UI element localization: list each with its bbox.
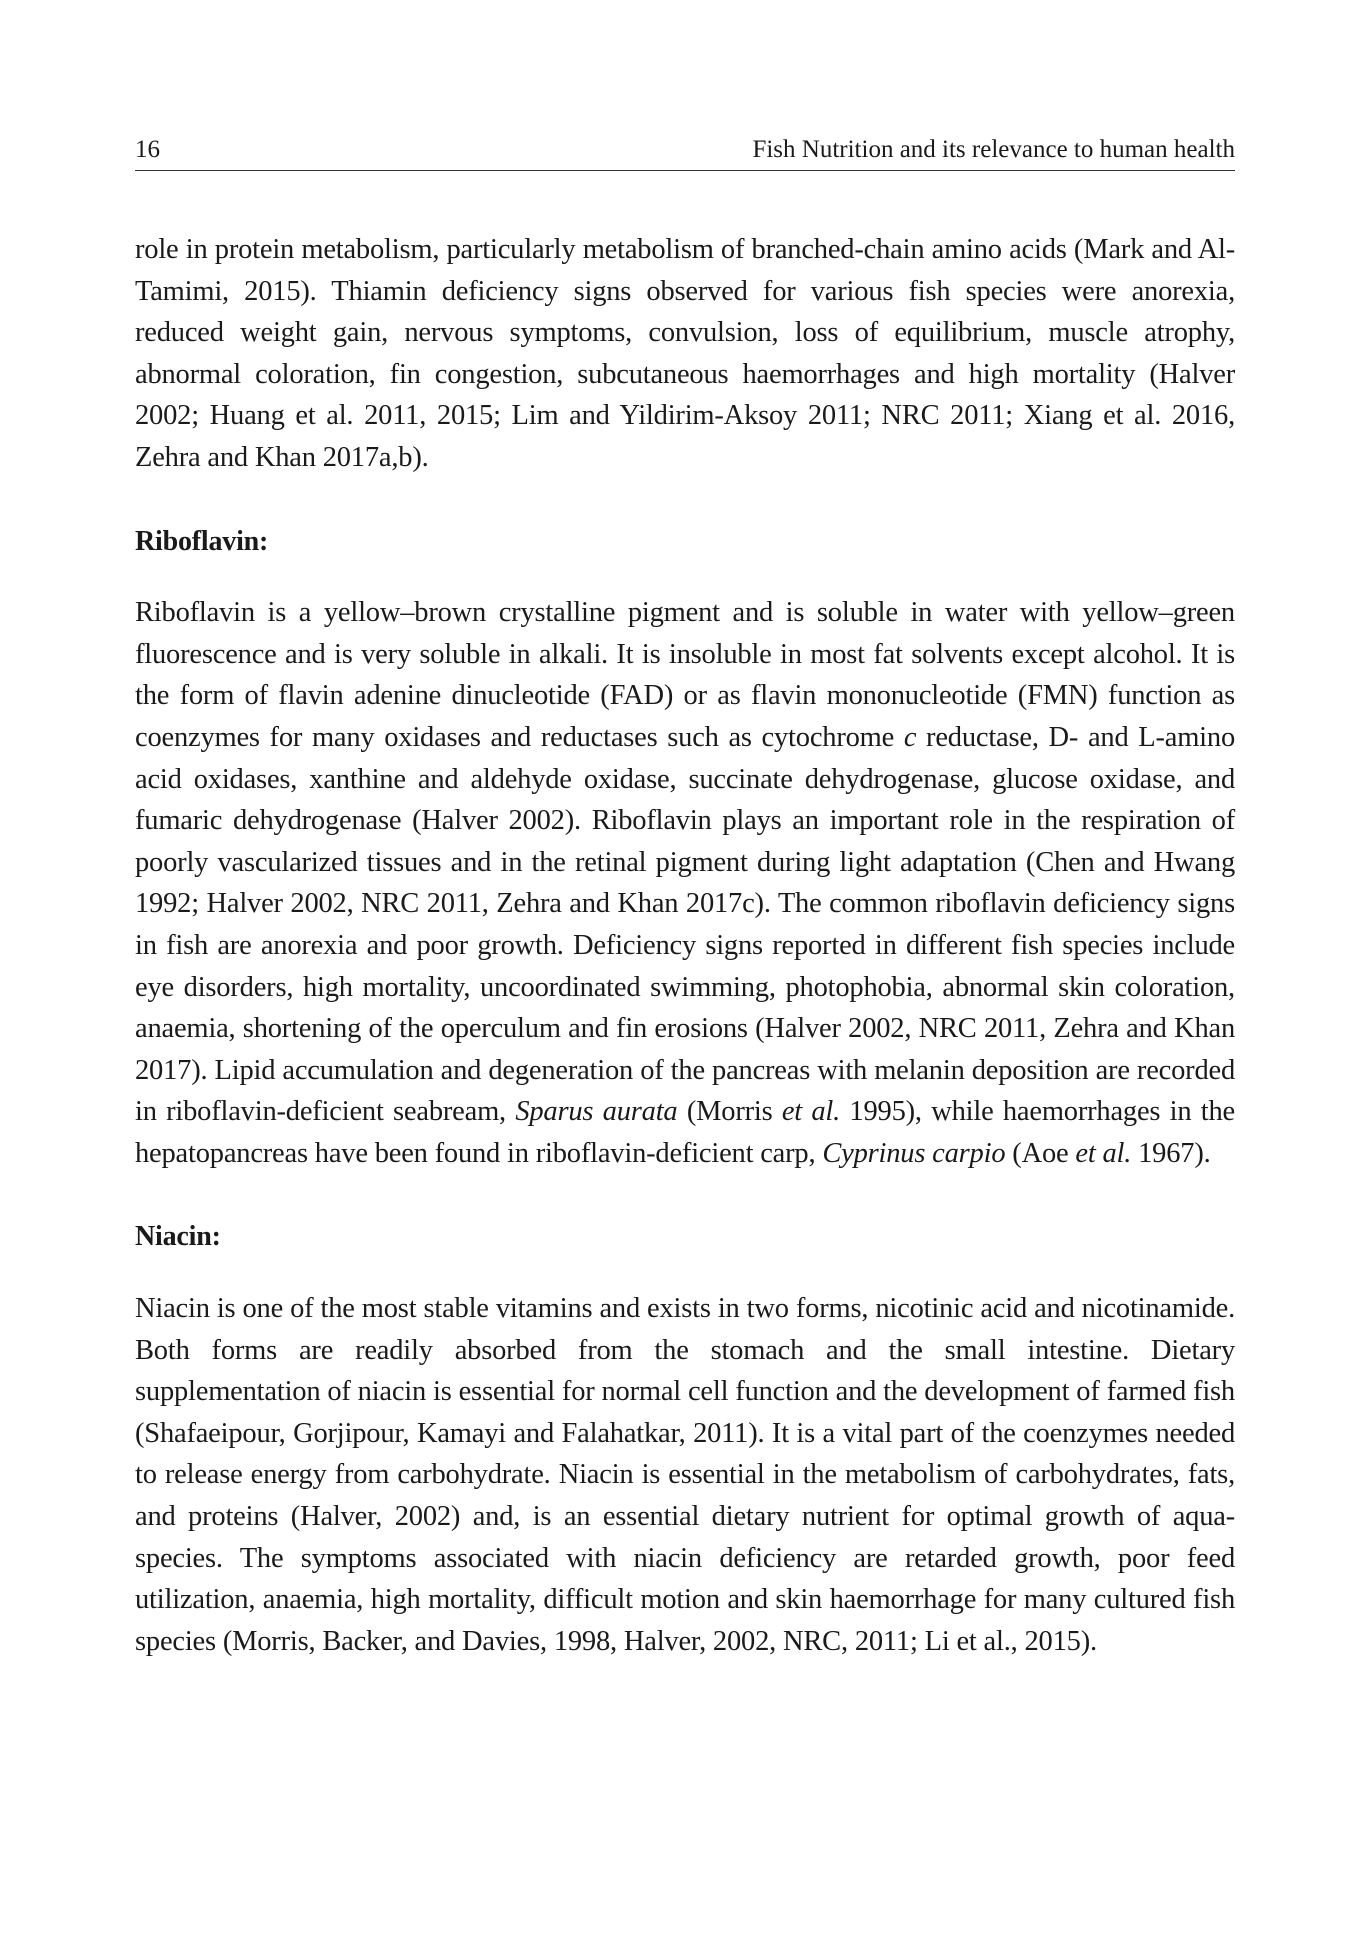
riboflavin-text-1: Riboflavin is a yellow–brown crystalline pigment and is soluble in water with yellow–green fluorescence and is very soluble in alkali. It is insoluble in most fat solvents except alcohol. It is the form of flavin adenine dinucleotide (FAD) or as flavin mononucleotide (FMN) function as coenzymes for many oxidases and reductases such as cytochrome <box>135 597 1235 753</box>
body-text <box>135 229 1235 1662</box>
riboflavin-text-5: (Aoe <box>1005 1137 1076 1169</box>
paragraph-niacin: Niacin is one of the most stable vitamins and exists in two forms, nicotinic acid and nicotinamide. Both forms are readily absorbed from the stomach and the small intestine. Dietary supplementation of niacin is essential for normal cell function and the development of farmed fish (Shafaeipour, Gorjipour, Kamayi and Falahatkar, 2011). It is a vital part of the coenzymes needed to release energy from carbohydrate. Niacin is essential in the metabolism of carbohydrates, fats, and proteins (Halver, 2002) and, is an essential dietary nutrient for optimal growth of aqua-species. The symptoms associated with niacin deficiency are retarded growth, poor feed utilization, anaemia, high mortality, difficult motion and skin haemorrhage for many cultured fish species (Morris, Backer, and Davies, 1998, Halver, 2002, NRC, 2011; Li et al., 2015). <box>135 1293 1235 1657</box>
document-page <box>135 134 1235 1662</box>
riboflavin-text-6: 1967). <box>1131 1137 1211 1169</box>
page-header <box>135 134 1235 171</box>
heading-riboflavin: Riboflavin: <box>135 525 269 557</box>
et-al-1: et al. <box>781 1096 841 1128</box>
et-al-2: et al. <box>1075 1137 1132 1169</box>
heading-niacin: Niacin: <box>135 1221 221 1253</box>
riboflavin-text-4: 1995), while haemorrhages in the hepatopancreas have been found in riboflavin-deficient carp, <box>135 1096 1235 1169</box>
riboflavin-text-2: reductase, D- and L-amino acid oxidases, xanthine and aldehyde oxidase, succinate dehydrogenase, glucose oxidase, and fumaric dehydrogenase (Halver 2002). Riboflavin plays an important role in the respiration of poorly vascularized tissues and in the retinal pigment during light adaptation (Chen and Hwang 1992; Halver 2002, NRC 2011, Zehra and Khan 2017c). The common riboflavin deficiency signs in fish are anorexia and poor growth. Deficiency signs reported in different fish species include eye disorders, high mortality, uncoordinated swimming, photophobia, abnormal skin coloration, anaemia, shortening of the operculum and fin erosions (Halver 2002, NRC 2011, Zehra and Khan 2017). Lipid accumulation and degeneration of the pancreas with melanin deposition are recorded in riboflavin-deficient seabream, <box>135 721 1235 1128</box>
species-sparus-aurata: Sparus aurata <box>515 1096 678 1128</box>
running-title: Fish Nutrition and its relevance to human health <box>752 136 1235 163</box>
paragraph-thiamin-continued: role in protein metabolism, particularly metabolism of branched-chain amino acids (Mark and Al-Tamimi, 2015). Thiamin deficiency signs observed for various fish species were anorexia, reduced weight gain, nervous symptoms, convulsion, loss of equilibrium, muscle atrophy, abnormal coloration, fin congestion, subcutaneous haemorrhages and high mortality (Halver 2002; Huang et al. 2011, 2015; Lim and Yildirim-Aksoy 2011; NRC 2011; Xiang et al. 2016, Zehra and Khan 2017a,b). <box>135 234 1235 473</box>
paragraph-riboflavin <box>135 592 1235 1174</box>
riboflavin-text-3: (Morris <box>677 1096 782 1128</box>
page-number: 16 <box>135 136 160 163</box>
italic-c: c <box>903 721 917 753</box>
species-cyprinus-carpio: Cyprinus carpio <box>822 1137 1006 1169</box>
